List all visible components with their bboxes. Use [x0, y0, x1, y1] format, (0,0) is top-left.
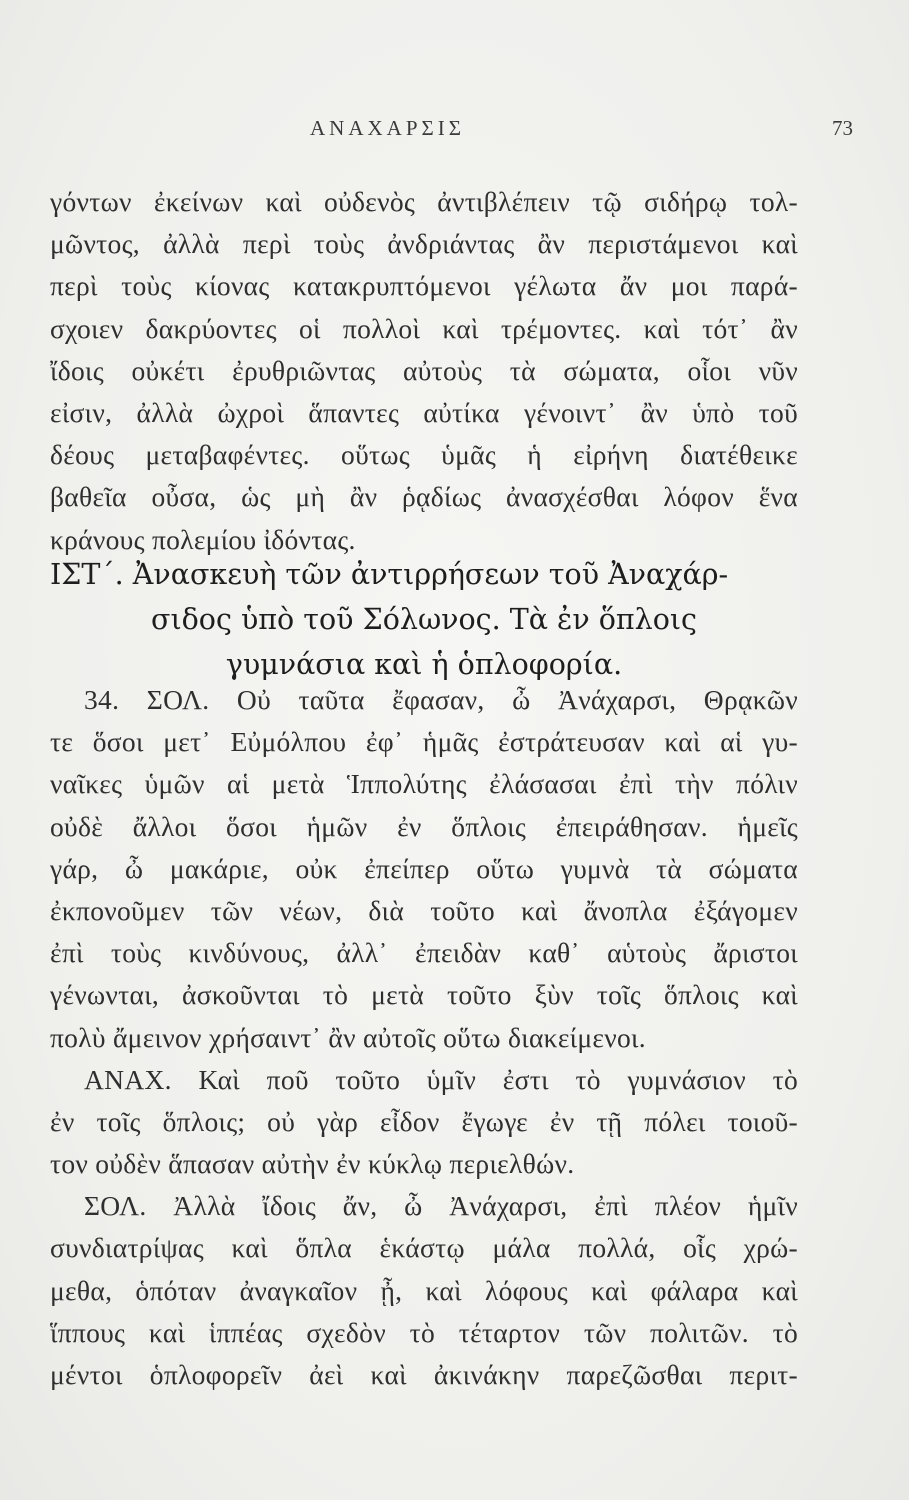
- body-text-top: [50, 181, 798, 561]
- section-heading-line: σιδος ὑπὸ τοῦ Σόλωνος. Τὰ ἐν ὅπλοις: [151, 603, 697, 636]
- text-line: ἐπὶ τοὺς κινδύνους, ἀλλ᾽ ἐπειδὰν καθ᾽ αὑτοὺς ἄριστοι: [50, 937, 798, 969]
- text-line: περὶ τοὺς κίονας κατακρυπτόμενοι γέλωτα ἄν μοι παρά-: [50, 270, 798, 302]
- section-heading-line: ΙΣΤ΄. Ἀνασκευὴ τῶν ἀντιρρήσεων τοῦ Ἀναχάρ-: [50, 558, 729, 591]
- text-line: μεθα, ὁπόταν ἀναγκαῖον ᾖ, καὶ λόφους καὶ φάλαρα καὶ: [50, 1274, 798, 1306]
- text-line: δέους μεταβαφέντες. οὕτως ὑμᾶς ἡ εἰρήνη διατέθεικε: [50, 439, 798, 471]
- text-line: μέντοι ὁπλοφορεῖν ἀεὶ καὶ ἀκινάκην παρεζῶσθαι περιτ-: [50, 1359, 798, 1390]
- text-line: γένωνται, ἀσκοῦνται τὸ μετὰ τοῦτο ξὺν τοῖς ὅπλοις καὶ: [50, 979, 798, 1011]
- text-line: ΣΟΛ. Ἀλλὰ ἴδοις ἄν, ὦ Ἀνάχαρσι, ἐπὶ πλέον ἡμῖν: [84, 1190, 798, 1222]
- text-line: ἐκπονοῦμεν τῶν νέων, διὰ τοῦτο καὶ ἄνοπλα ἐξάγομεν: [50, 894, 798, 926]
- text-line: γάρ, ὦ μακάριε, οὐκ ἐπείπερ οὕτω γυμνὰ τὰ σώματα: [50, 852, 798, 884]
- text-line: ἐν τοῖς ὅπλοις; οὐ γὰρ εἶδον ἔγωγε ἐν τῇ πόλει τοιοῦ-: [50, 1105, 798, 1137]
- text-line: ΑΝΑΧ. Καὶ ποῦ τοῦτο ὑμῖν ἐστι τὸ γυμνάσιον τὸ: [84, 1063, 798, 1095]
- text-line: τον οὐδὲν ἅπασαν αὐτὴν ἐν κύκλῳ περιελθών.: [50, 1148, 575, 1180]
- text-line: σχοιεν δακρύοντες οἱ πολλοὶ καὶ τρέμοντες. καὶ τότ᾽ ἂν: [50, 312, 798, 344]
- page-number: 73: [832, 116, 853, 140]
- text-line: γόντων ἐκείνων καὶ οὐδενὸς ἀντιβλέπειν τῷ σιδήρῳ τολ-: [50, 186, 798, 217]
- text-line: τε ὅσοι μετ᾽ Εὐμόλπου ἐφ᾽ ἡμᾶς ἐστράτευσαν καὶ αἱ γυ-: [50, 726, 798, 758]
- text-line: ἵππους καὶ ἱππέας σχεδὸν τὸ τέταρτον τῶν πολιτῶν. τὸ: [50, 1316, 798, 1348]
- text-line: πολὺ ἄμεινον χρήσαιντ᾽ ἂν αὐτοῖς οὕτω διακείμενοι.: [50, 1021, 646, 1053]
- text-line: βαθεῖα οὖσα, ὡς μὴ ἂν ῥᾳδίως ἀνασχέσθαι λόφον ἕνα: [50, 481, 798, 513]
- text-line: 34. ΣΟΛ. Οὐ ταῦτα ἔφασαν, ὦ Ἀνάχαρσι, Θρᾳκῶν: [84, 684, 798, 715]
- section-heading: [50, 552, 798, 687]
- text-line: συνδιατρίψας καὶ ὅπλα ἑκάστῳ μάλα πολλά, οἷς χρώ-: [50, 1232, 798, 1264]
- section-heading-line: γυμνάσια καὶ ἡ ὁπλοφορία.: [225, 648, 623, 681]
- text-line: μῶντος, ἀλλὰ περὶ τοὺς ἀνδριάντας ἂν περιστάμενοι καὶ: [50, 228, 798, 260]
- body-text-bottom: [50, 679, 798, 1396]
- text-line: εἰσιν, ἀλλὰ ὠχροὶ ἅπαντες αὐτίκα γένοιντ᾽ ἂν ὑπὸ τοῦ: [50, 396, 798, 428]
- text-line: οὐδὲ ἄλλοι ὅσοι ἡμῶν ἐν ὅπλοις ἐπειράθησαν. ἡμεῖς: [50, 810, 798, 842]
- running-header: [0, 116, 909, 150]
- text-line: ναῖκες ὑμῶν αἱ μετὰ Ἱππολύτης ἐλάσασαι ἐπὶ τὴν πόλιν: [50, 768, 798, 800]
- text-line: ἴδοις οὐκέτι ἐρυθριῶντας αὐτοὺς τὰ σώματα, οἷοι νῦν: [50, 354, 798, 386]
- running-title: ΑΝΑΧΑΡΣΙΣ: [310, 116, 465, 140]
- text-line: κράνους πολεμίου ἰδόντας.: [50, 523, 356, 555]
